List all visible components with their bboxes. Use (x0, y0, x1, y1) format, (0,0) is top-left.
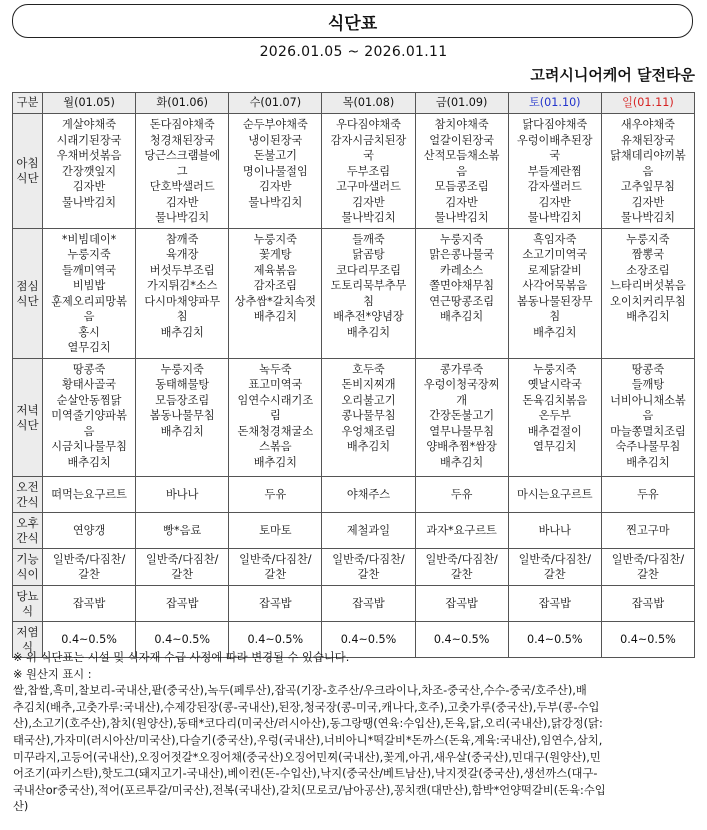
row-label: 점심 식단 (13, 228, 43, 358)
row-label: 오전 간식 (13, 476, 43, 512)
header-corner: 구분 (13, 93, 43, 114)
menu-cell: 찐고구마 (601, 512, 694, 548)
menu-cell: 참깨죽 육개장 버섯두부조림 가지튀김*소스 다시마채양파무 침 배추김치 (136, 228, 229, 358)
menu-cell: 일반죽/다짐찬/ 갈찬 (229, 548, 322, 585)
origin-line: 추김치(배추,고춧가루:국내산),수제강된장(콩-국내산),된장,청국장(콩-미국,캐나다,호주),고춧가루(중국산),두부(콩-수입 (13, 700, 600, 714)
page-title: 식단표 (327, 13, 378, 34)
title-box (12, 4, 693, 38)
menu-cell: 0.4~0.5% (322, 621, 415, 657)
day-header-mon: 월(01.05) (43, 93, 136, 114)
menu-cell: 순두부야채죽 냉이된장국 돈불고기 명이나물절임 김자반 물나박김치 (229, 114, 322, 229)
menu-cell: 잡곡밥 (508, 585, 601, 621)
menu-cell: 떠먹는요구르트 (43, 476, 136, 512)
menu-cell: 우다짐야채죽 감자시금치된장 국 두부조림 고구마샐러드 김자반 물나박김치 (322, 114, 415, 229)
origin-line: 산),소고기(호주산),참치(원양산),동태*코다리(미국산/러시아산),동그랑땡(연육:수입산),돈육,닭,오리(국내산),닭강정(닭: (13, 717, 603, 731)
menu-cell: 땅콩죽 황태사골국 순살안동찜닭 미역줄기양파볶 음 시금치나물무침 배추김치 (43, 358, 136, 476)
origin-title: ※ 원산지 표시 : (13, 667, 92, 681)
row-label: 아침 식단 (13, 114, 43, 229)
menu-body (13, 114, 695, 658)
origin-line: 산) (13, 800, 29, 814)
day-header-sat: 토(01.10) (508, 93, 601, 114)
menu-cell: 0.4~0.5% (229, 621, 322, 657)
day-header-tue: 화(01.06) (136, 93, 229, 114)
menu-cell: 호두죽 돈비지찌개 오리불고기 콩나물무침 우엉채조림 배추김치 (322, 358, 415, 476)
menu-cell: 잡곡밥 (229, 585, 322, 621)
menu-cell: 과자*요구르트 (415, 512, 508, 548)
menu-cell: 땅콩죽 들깨탕 너비아니채소볶 음 마늘쫑멸치조림 숙주나물무침 배추김치 (601, 358, 694, 476)
menu-cell: 빵*음료 (136, 512, 229, 548)
menu-cell: 토마토 (229, 512, 322, 548)
menu-cell: 0.4~0.5% (508, 621, 601, 657)
row-label: 저녁 식단 (13, 358, 43, 476)
origin-line: 태국산),가자미(러시아산/미국산),다슬기(중국산),우렁(국내산),너비아니*떡갈비*돈까스(돈육,계육:국내산),임연수,삼치, (13, 733, 603, 747)
header-row (13, 93, 695, 114)
origin-line: 미꾸라지,고등어(국내산),오징어젓갈*오징어채(중국산)오징어민찌(국내산),꽃게,아귀,새우살(중국산),민대구(원양산),민 (13, 750, 601, 764)
menu-cell: 일반죽/다짐찬/ 갈찬 (43, 548, 136, 585)
menu-cell: 두유 (415, 476, 508, 512)
menu-cell: 두유 (229, 476, 322, 512)
row-lunch (13, 228, 695, 358)
origin-lines (13, 683, 697, 816)
menu-cell: 잡곡밥 (322, 585, 415, 621)
row-dinner (13, 358, 695, 476)
menu-table (12, 92, 695, 658)
menu-cell: 0.4~0.5% (136, 621, 229, 657)
menu-cell: 바나나 (136, 476, 229, 512)
menu-cell: 잡곡밥 (136, 585, 229, 621)
day-header-thu: 목(01.08) (322, 93, 415, 114)
origin-line: 국내산or중국산),적어(포르투갈/미국산),전복(국내산),갈치(모로코/남아공산),꽁치캔(대만산),함박*언양떡갈비(돈육:수입 (13, 783, 606, 797)
menu-cell: 일반죽/다짐찬/ 갈찬 (136, 548, 229, 585)
origin-line: 쌀,찹쌀,흑미,찰보리-국내산,팥(중국산),녹두(페루산),잡곡(기장-호주산/우크라이나,차조-중국산,수수-중국/호주산),배 (13, 684, 587, 698)
row-pm-snack (13, 512, 695, 548)
menu-cell: 누룽지죽 맑은콩나물국 카레소스 쫄면야채무침 연근땅콩조림 배추김치 (415, 228, 508, 358)
day-header-fri: 금(01.09) (415, 93, 508, 114)
menu-cell: 닭다짐야채죽 우렁이배추된장 국 부들계란찜 감자샐러드 김자반 물나박김치 (508, 114, 601, 229)
menu-cell: 잡곡밥 (601, 585, 694, 621)
notes-section (13, 650, 697, 816)
menu-cell: 잡곡밥 (43, 585, 136, 621)
menu-cell: 일반죽/다짐찬/ 갈찬 (322, 548, 415, 585)
menu-cell: 일반죽/다짐찬/ 갈찬 (508, 548, 601, 585)
menu-cell: 누룽지죽 옛날시락국 돈육김치볶음 온두부 배추겉절이 열무김치 (508, 358, 601, 476)
menu-cell: 제철과일 (322, 512, 415, 548)
menu-cell: 일반죽/다짐찬/ 갈찬 (601, 548, 694, 585)
menu-cell: 흑임자죽 소고기미역국 로제닭갈비 사각어묵볶음 봄동나물된장무 침 배추김치 (508, 228, 601, 358)
menu-cell: 녹두죽 표고미역국 임연수시래기조 림 돈채청경채굴소 스볶음 배추김치 (229, 358, 322, 476)
row-label: 오후 간식 (13, 512, 43, 548)
row-label: 당뇨 식 (13, 585, 43, 621)
menu-cell: 잡곡밥 (415, 585, 508, 621)
change-notice: ※ 위 식단표는 시설 및 식자재 수급 사정에 따라 변경될 수 있습니다. (13, 651, 350, 664)
facility-name: 고려시니어케어 달전타운 (530, 66, 695, 84)
menu-cell: 누룽지죽 꽃게탕 제육볶음 감자조림 상추쌈*갈치속젓 배추김치 (229, 228, 322, 358)
row-am-snack (13, 476, 695, 512)
row-breakfast (13, 114, 695, 229)
menu-cell: 연양갱 (43, 512, 136, 548)
day-header-wed: 수(01.07) (229, 93, 322, 114)
menu-cell: 바나나 (508, 512, 601, 548)
row-label: 기능 식이 (13, 548, 43, 585)
menu-cell: 0.4~0.5% (601, 621, 694, 657)
menu-cell: 참치야채죽 얼갈이된장국 산적모듬채소볶 음 모듬콩조림 김자반 물나박김치 (415, 114, 508, 229)
menu-cell: 누룽지죽 동태해물탕 모듬장조림 봄동나물무침 배추김치 (136, 358, 229, 476)
menu-cell: 0.4~0.5% (43, 621, 136, 657)
menu-cell: 들깨죽 닭곰탕 코다리무조림 도토리묵부추무 침 배추전*양념장 배추김치 (322, 228, 415, 358)
menu-cell: 일반죽/다짐찬/ 갈찬 (415, 548, 508, 585)
menu-cell: 게살야채죽 시래기된장국 우채버섯볶음 간장깻잎지 김자반 물나박김치 (43, 114, 136, 229)
row-label: 저염 식 (13, 621, 43, 657)
menu-cell: 누룽지죽 짬뽕국 소장조림 느타리버섯볶음 오이치커리무침 배추김치 (601, 228, 694, 358)
row-diabetic (13, 585, 695, 621)
origin-line: 어조기(파키스탄),핫도그(돼지고기-국내산),베이컨(돈-수입산),낙지(중국산/베트남산),낙지젓갈(중국산),생선까스(대구- (13, 767, 598, 781)
menu-cell: 0.4~0.5% (415, 621, 508, 657)
menu-cell: 야채주스 (322, 476, 415, 512)
row-functional (13, 548, 695, 585)
period-range: 2026.01.05 ~ 2026.01.11 (259, 44, 448, 60)
menu-cell: 콩가루죽 우렁이청국장찌 개 간장돈불고기 열무나물무침 양배추찜*쌈장 배추김치 (415, 358, 508, 476)
day-header-sun: 일(01.11) (601, 93, 694, 114)
menu-cell: *비빔데이* 누룽지죽 들깨미역국 비빔밥 훈제오리피망볶 음 홍시 열무김치 (43, 228, 136, 358)
menu-cell: 새우야채죽 유채된장국 닭채데리야끼볶 음 고추잎무침 김자반 물나박김치 (601, 114, 694, 229)
menu-cell: 마시는요구르트 (508, 476, 601, 512)
menu-cell: 두유 (601, 476, 694, 512)
menu-cell: 돈다짐야채죽 청경채된장국 당근스크램블에 그 단호박샐러드 김자반 물나박김치 (136, 114, 229, 229)
